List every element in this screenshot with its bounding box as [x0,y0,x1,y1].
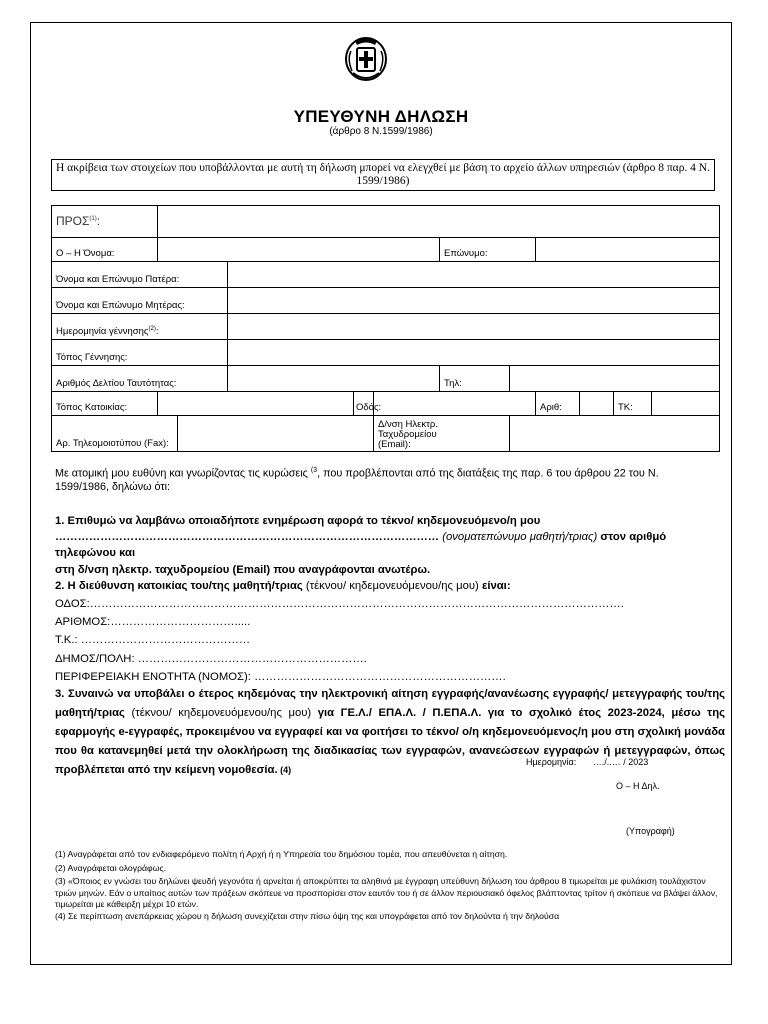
id-number-label: Αριθμός Δελτίου Ταυτότητας: [52,366,228,392]
number-field[interactable] [580,392,614,416]
document-title: ΥΠΕΥΘΥΝΗ ΔΗΛΩΣΗ [293,107,469,126]
surname-label: Επώνυμο: [440,238,536,262]
fax-field[interactable] [178,416,374,452]
email-field[interactable] [510,416,720,452]
region-line: ΠΕΡΙΦΕΡΕΙΑΚΗ ΕΝΟΤΗΤΑ (ΝΟΜΟΣ): …………………………………………………………. [55,670,506,683]
residence-label: Τόπος Κατοικίας: [52,392,158,416]
father-name-field[interactable] [228,262,720,288]
declaration-body [55,513,725,780]
dob-label: Ημερομηνία γέννησης$^{(2)}$: [52,314,228,340]
id-number-field[interactable] [228,366,440,392]
document-subtitle: (άρθρο 8 Ν.1599/1986) [329,126,433,137]
number-line: ΑΡΙΘΜΟΣ:……………………………..... [55,616,251,629]
footnote-1: (1) Αναγράφεται από τον ενδιαφερόμενο πολίτη ή Αρχή ή η Υπηρεσία του δημόσιου τομέα, που απευθύνεται η αίτηση. [55,849,508,859]
municipality-line: ΔΗΜΟΣ/ΠΟΛΗ: ……………………………………………………. [55,652,367,665]
footnote-4: (4) Σε περίπτωση ανεπάρκειας χώρου η δήλωση συνεχίζεται στην πίσω όψη της και υπογράφεται από τον δηλούντα ή την δηλούσα [55,910,560,921]
email-label: Δ/νση Ηλεκτρ. Ταχυδρομείου (Email): [374,416,510,452]
postcode-line: Τ.Κ.: ……………………………………… [55,634,251,647]
name-field[interactable] [158,238,440,262]
birthplace-field[interactable] [228,340,720,366]
mother-name-label: Όνομα και Επώνυμο Μητέρας: [52,288,228,314]
pros-field[interactable] [158,206,720,238]
street-label: Οδός: [354,392,374,416]
footnotes [55,849,725,923]
postcode-label: ΤΚ: [614,392,652,416]
father-name-label: Όνομα και Επώνυμο Πατέρα: [52,262,228,288]
footnote-3: (3) «Όποιος εν γνώσει του δηλώνει ψευδή γεγονότα ή αρνείται ή αποκρύπτει τα αληθινά με έγγραφη υπεύθυνη δήλωση του άρθρου 8 τιμωρείται με φυλάκιση τουλάχιστον τριών μηνών. Εάν ο υπαίτιος αυτών των πράξεων σκόπευε να προσπορίσει στον εαυτόν του ή σε άλλον περιουσιακό όφελος βλάπτοντας τρίτον ή σκόπευε να βλάψει άλλον, τιμωρείται με κάθειρξη μέχρι 10 ετών. [55,876,718,910]
surname-field[interactable] [536,238,720,262]
signature-label: (Υπογραφή) [626,826,675,836]
date-row [526,757,648,767]
declarant-label: Ο – Η Δηλ. [616,781,660,791]
street-line: ΟΔΟΣ:……………………………………………………………………………………………………………………………. [55,598,624,611]
personal-details-form [51,205,720,452]
footnote-2: (2) Αναγράφεται ολογράφως. [55,862,167,873]
number-label: Αριθ: [536,392,580,416]
item-1-line2: ………………………………………………………………………………………… (ονοματεπώνυμο μαθητή/τριας) στον αριθμό τηλεφώνου και [55,531,667,560]
item-2-heading: 2. Η διεύθυνση κατοικίας του/της μαθητή/τριας (τέκνου/ κηδεμονευόμενου/ης μου) είναι: [55,579,511,592]
phone-field[interactable] [510,366,720,392]
name-label: Ο – Η Όνομα: [52,238,158,262]
date-label: Ημερομηνία: [526,757,577,767]
phone-label: Τηλ: [440,366,510,392]
street-field[interactable] [374,392,536,416]
item-3-paragraph: 3. Συναινώ να υποβάλει ο έτερος κηδεμόνας την ηλεκτρονική αίτηση εγγραφής/ανανέωσης εγγραφής/ μετεγγραφής του/της μαθητή/τριας (τέκνου/ κηδεμονευόμενου/ης μου) για ΓΕ.Λ./ ΕΠΑ.Λ. / Π.ΕΠΑ.Λ. για το σχολικό έτος 2023-2024, μέσω της εφαρμογής e-εγγραφές, προκειμένου να εγγραφεί και να φοιτήσει το τέκνο/ ο/η κηδεμονευόμενος/η μου στη σχολική μονάδα που θα κατανεμηθεί μετά την ολοκλήρωση της διαδικασίας των εγγραφών, ανανεώσεων εγγραφών ή μετεγγραφών, όπως προβλέπεται από την κείμενη νομοθεσία. (4) [55,688,725,777]
birthplace-label: Τόπος Γέννησης: [52,340,228,366]
dob-field[interactable] [228,314,720,340]
fax-label: Αρ. Τηλεομοιοτύπου (Fax): [52,416,178,452]
pros-label: ΠΡΟΣ$^{(1)}$: [52,206,158,238]
postcode-field[interactable] [652,392,720,416]
residence-field[interactable] [158,392,354,416]
item-1-line3: στη δ/νση ηλεκτρ. ταχυδρομείου (Email) που αναγράφονται ανωτέρω. [55,563,431,576]
accuracy-notice: Η ακρίβεια των στοιχείων που υποβάλλονται με αυτή τη δήλωση μπορεί να ελεγχθεί με βάση το αρχείο άλλων υπηρεσιών (άρθρο 8 παρ. 4 Ν. 1599/1986) [51,159,715,191]
declaration-intro: Με ατομική μου ευθύνη και γνωρίζοντας τις κυρώσεις $^{(3}$, που προβλέπονται από της διατάξεις της παρ. 6 του άρθρου 22 του Ν. 1599/1986, δηλώνω ότι: [55,467,659,493]
coat-of-arms-icon [343,33,389,83]
mother-name-field[interactable] [228,288,720,314]
declaration-page [30,22,732,965]
item-1-line1: 1. Επιθυμώ να λαμβάνω οποιαδήποτε ενημέρωση αφορά το τέκνο/ κηδεμονευόμενο/η μου [55,515,541,527]
date-value[interactable]: …./..… / 2023 [592,757,649,767]
